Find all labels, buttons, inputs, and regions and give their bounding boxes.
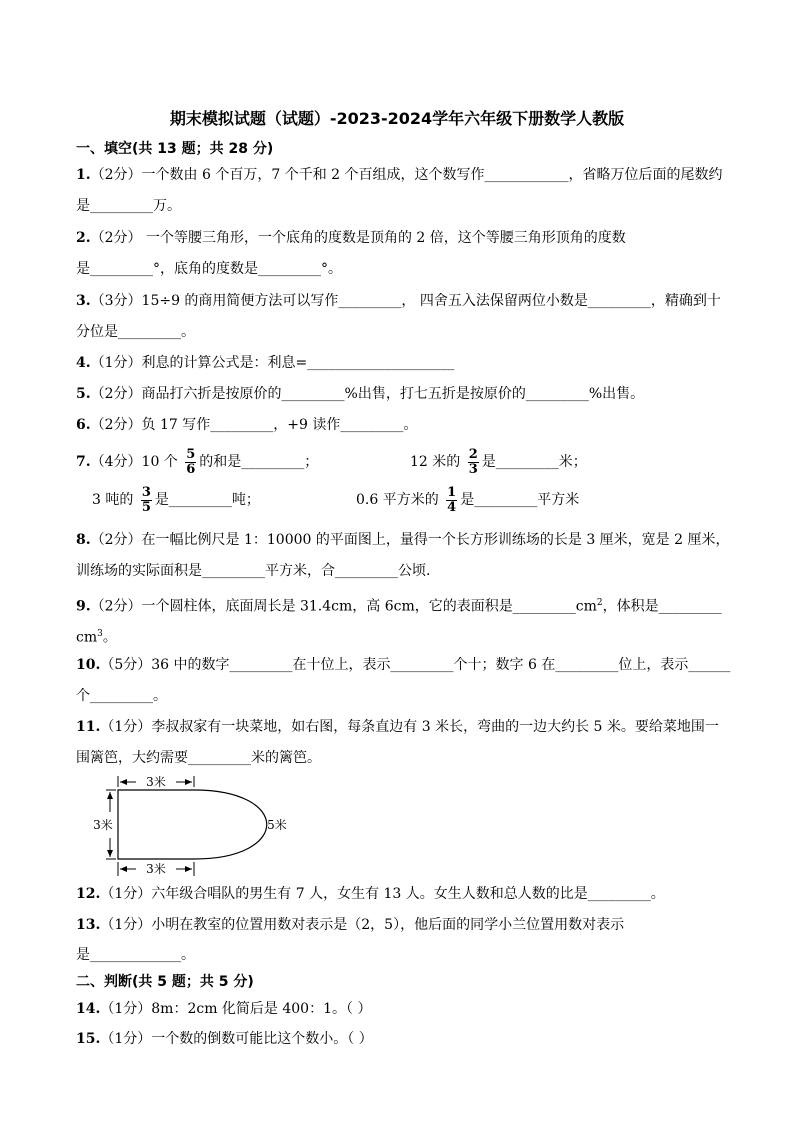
question-text: （2分）一个圆柱体，底面周长是 31.4cm，高 6cm，它的表面积是_________cm <box>90 598 597 615</box>
question-text: （5分）36 中的数字_________在十位上，表示_________个十；数字 6 在_________位上，表示______ <box>100 657 731 673</box>
question-1-line-2: 是_________万。 <box>76 198 181 214</box>
section-heading-judge: 二、判断(共 5 题；共 5 分) <box>76 974 254 990</box>
question-4-line-1 <box>76 354 454 372</box>
question-number: 7. <box>76 454 91 470</box>
question-number: 10. <box>76 657 101 673</box>
superscript: 3 <box>97 629 103 639</box>
question-text: 的和是_________； <box>199 454 319 470</box>
question-text: （1分）六年级合唱队的男生有 7 人，女生有 13 人。女生人数和总人数的比是_________。 <box>100 886 665 902</box>
fraction <box>468 448 479 477</box>
question-text: （1分）利息的计算公式是：利息=_____________________ <box>90 355 455 371</box>
question-number: 4. <box>76 355 91 371</box>
plot-outline <box>118 790 267 859</box>
question-number: 2. <box>76 230 91 246</box>
question-text: ，体积是_________ <box>602 598 722 615</box>
question-3-line-1 <box>76 292 721 310</box>
question-text: （3分）15÷9 的商用简便方法可以写作_________， 四舍五入法保留两位小数是_________，精确到十 <box>90 293 721 309</box>
denominator: 3 <box>468 461 478 477</box>
numerator: 3 <box>141 484 151 500</box>
question-text: （1分）李叔叔家有一块菜地，如右图，每条直边有 3 米长，弯曲的一边大约长 5 米。要给菜地围一 <box>100 719 719 735</box>
page-title: 期末模拟试题（试题）-2023-2024学年六年级下册数学人教版 <box>169 109 625 128</box>
question-text: （1分）8m：2cm 化简后是 400：1。（ ） <box>100 1001 372 1017</box>
question-text: 是_________米； <box>481 454 587 470</box>
question-number: 8. <box>76 532 91 548</box>
vegetable-plot-figure <box>86 772 306 880</box>
question-text: 是_________平方米 <box>460 492 580 508</box>
question-7-part-d <box>356 484 579 516</box>
question-text: （1分）小明在教室的位置用数对表示是（2，5），他后面的同学小兰位置用数对表示 <box>100 917 625 933</box>
curve-length-label: 5米 <box>267 818 287 832</box>
left-dimension-label: 3米 <box>93 818 113 832</box>
superscript: 2 <box>596 598 603 608</box>
denominator: 4 <box>447 499 457 515</box>
question-10-line-2: 个_________。 <box>76 688 167 704</box>
bottom-dimension-label: 3米 <box>146 862 166 876</box>
question-11-line-2: 围篱笆，大约需要_________米的篱笆。 <box>76 750 321 766</box>
question-number: 12. <box>76 886 101 902</box>
question-2-line-1 <box>76 229 626 247</box>
question-text: 3 吨的 <box>92 492 134 508</box>
question-text: （2分）在一幅比例尺是 1：10000 的平面图上，量得一个长方形训练场的长是 3 厘米，宽是 2 厘米， <box>90 532 730 548</box>
question-number: 14. <box>76 1001 101 1017</box>
fraction <box>185 448 196 477</box>
question-13-line-1 <box>76 916 624 934</box>
denominator: 5 <box>141 499 151 515</box>
denominator: 6 <box>186 461 196 477</box>
question-9-line-2 <box>76 625 117 647</box>
top-dimension-label: 3米 <box>146 775 166 789</box>
question-7-line-1 <box>76 446 318 478</box>
question-text: 。 <box>102 629 117 646</box>
question-text: 是_________吨； <box>154 492 260 508</box>
question-15-line-1 <box>76 1030 373 1048</box>
question-text: （1分）一个数的倒数可能比这个数小。（ ） <box>100 1031 373 1047</box>
question-number: 9. <box>76 598 91 615</box>
question-text: （2分）负 17 写作_________，+9 读作_________。 <box>90 417 418 433</box>
question-text: （2分） 一个等腰三角形，一个底角的度数是顶角的 2 倍，这个等腰三角形顶角的度数 <box>90 230 626 246</box>
question-text: 0.6 平方米的 <box>356 492 439 508</box>
question-14-line-1 <box>76 1000 371 1018</box>
question-2-line-2: 是_________°，底角的度数是_________°。 <box>76 261 342 277</box>
question-1-line-1 <box>76 166 723 184</box>
question-12-line-1 <box>76 885 665 903</box>
numerator: 2 <box>468 446 478 462</box>
question-9-line-1 <box>76 594 722 616</box>
numerator: 5 <box>186 446 196 462</box>
question-number: 3. <box>76 293 91 309</box>
question-number: 15. <box>76 1031 101 1047</box>
fraction <box>446 486 457 515</box>
numerator: 1 <box>447 484 457 500</box>
question-11-line-1 <box>76 718 719 736</box>
question-8-line-1 <box>76 531 730 549</box>
question-number: 13. <box>76 917 101 933</box>
question-text: cm <box>76 629 98 646</box>
question-text: （2分）商品打六折是按原价的_________%出售，打七五折是按原价的_________%出售。 <box>90 386 645 402</box>
question-number: 1. <box>76 167 91 183</box>
question-3-line-2: 分位是_________。 <box>76 324 195 340</box>
section-heading-fill: 一、填空(共 13 题；共 28 分) <box>76 141 274 157</box>
fraction <box>141 486 152 515</box>
question-number: 11. <box>76 719 101 735</box>
question-8-line-2: 训练场的实际面积是_________平方米，合_________公顷. <box>76 563 431 579</box>
question-number: 5. <box>76 386 91 402</box>
question-text: （4分）10 个 <box>90 454 178 470</box>
question-7-part-c <box>92 484 260 516</box>
question-7-part-b <box>410 446 587 478</box>
question-number: 6. <box>76 417 91 433</box>
question-text: 12 米的 <box>410 454 461 470</box>
question-text: （2分）一个数由 6 个百万，7 个千和 2 个百组成，这个数写作____________，省略万位后面的尾数约 <box>90 167 723 183</box>
question-5-line-1 <box>76 385 644 403</box>
question-6-line-1 <box>76 416 417 434</box>
question-13-line-2: 是_____________。 <box>76 947 195 963</box>
question-10-line-1 <box>76 656 730 674</box>
